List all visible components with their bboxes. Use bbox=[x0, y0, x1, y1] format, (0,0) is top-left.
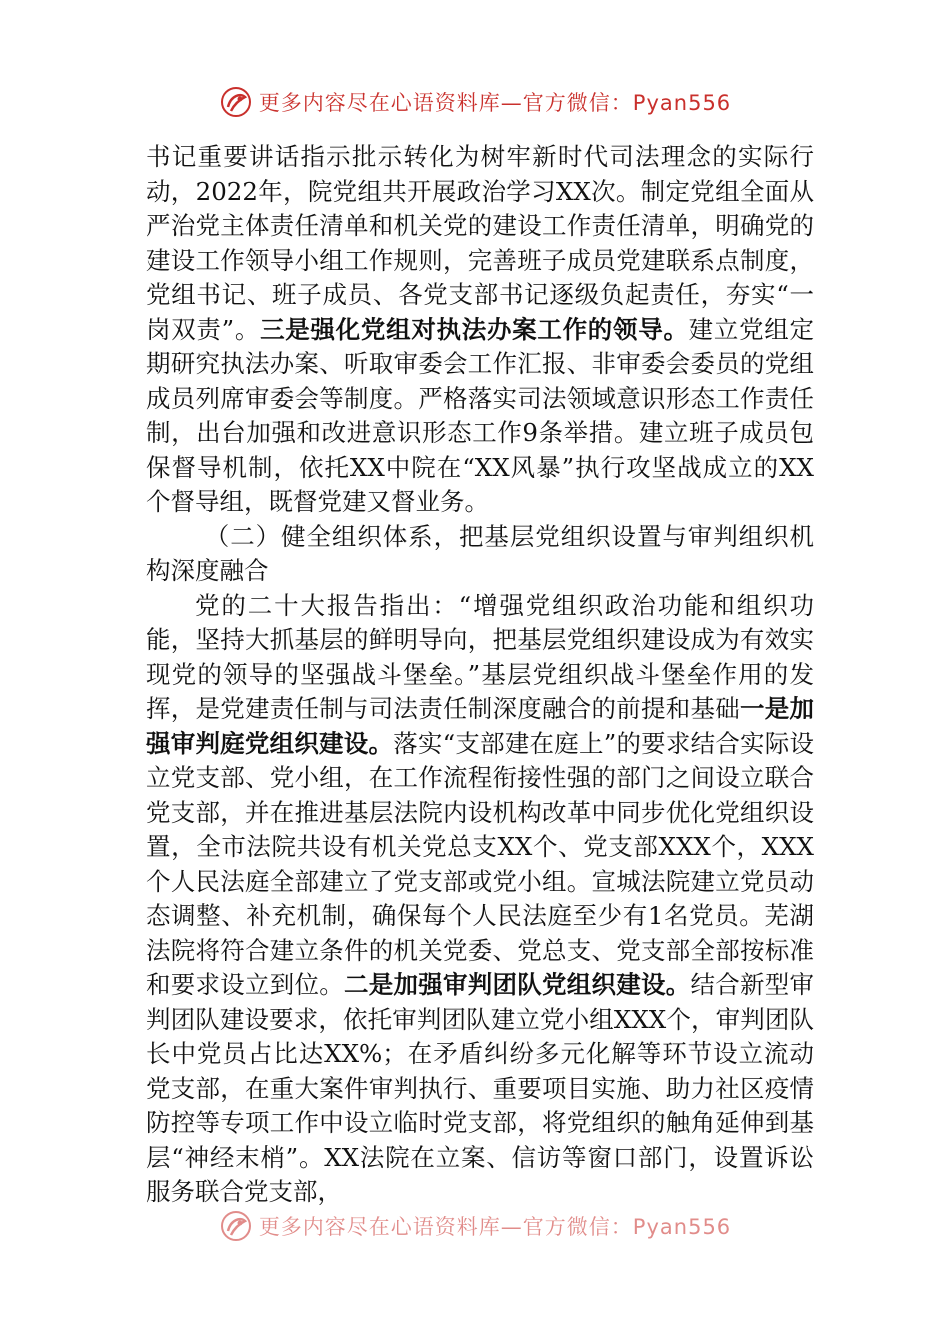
watermark-footer bbox=[0, 1208, 950, 1244]
p2-bold-2: 二是加强审判团队党组织建设。 bbox=[344, 970, 691, 999]
p1-bold-1: 三是强化党组对执法办案工作的领导。 bbox=[260, 314, 689, 344]
paragraph-1 bbox=[146, 140, 814, 520]
seal-logo-icon bbox=[219, 1209, 253, 1243]
watermark-text: 更多内容尽在心语资料库—官方微信：Pyan556 bbox=[258, 91, 732, 115]
document-body bbox=[146, 140, 814, 1210]
p2-text-1: 党的二十大报告指出：“增强党组织政治功能和组织功能，坚持大抓基层的鲜明导向，把基层党组织建设成为有效实现党的领导的坚强战斗堡垒。”基层党组织战斗堡垒作用的发挥，是党建责任制与司法责任制深度融合的前提和基础 bbox=[146, 590, 814, 723]
section-heading-2: （二）健全组织体系，把基层党组织设置与审判组织机构深度融合 bbox=[146, 521, 814, 585]
p2-text-2: 落实“支部建在庭上”的要求结合实际设立党支部、党小组，在工作流程衔接性强的部门之间设立联合党支部，并在推进基层法院内设机构改革中同步优化党组织设置，全市法院共设有机关党总支XX个、党支部XXX个，XXX个人民法庭全部建立了党支部或党小组。宣城法院建立党员动态调整、补充机制，确保每个人民法庭至少有1名党员。芜湖法院将符合建立条件的机关党委、党总支、党支部全部按标准和要求设立到位。 bbox=[146, 728, 814, 999]
watermark-text-footer: 更多内容尽在心语资料库—官方微信：Pyan556 bbox=[258, 1215, 732, 1239]
p2-bold-1: 一是加强审判庭党组织建设。 bbox=[146, 694, 814, 758]
p2-text-3: 结合新型审判团队建设要求，依托审判团队建立党小组XXX个，审判团队长中党员占比达XX%；在矛盾纠纷多元化解等环节设立流动党支部，在重大案件审判执行、重要项目实施、助力社区疫情防控等专项工作中设立临时党支部，将党组织的触角延伸到基层“神经末梢”。XX法院在立案、信访等窗口部门，设置诉讼服务联合党支部， bbox=[146, 970, 814, 1206]
seal-logo-icon bbox=[219, 85, 253, 119]
p1-text-2: 建立党组定期研究执法办案、听取审委会工作汇报、非审委会委员的党组成员列席审委会等制度。严格落实司法领域意识形态工作责任制，出台加强和改进意识形态工作9条举措。建立班子成员包保督导机制，依托XX中院在“XX风暴”执行攻坚战成立的XX个督导组，既督党建又督业务。 bbox=[146, 314, 814, 516]
p1-text-1: 书记重要讲话指示批示转化为树牢新时代司法理念的实际行动，2022年，院党组共开展政治学习XX次。制定党组全面从严治党主体责任清单和机关党的建设工作责任清单，明确党的建设工作领导小组工作规则，完善班子成员党建联系点制度，党组书记、班子成员、各党支部书记逐级负起责任，夯实“一岗双责”。 bbox=[146, 142, 814, 344]
watermark-header bbox=[0, 84, 950, 120]
paragraph-2 bbox=[146, 589, 814, 1210]
